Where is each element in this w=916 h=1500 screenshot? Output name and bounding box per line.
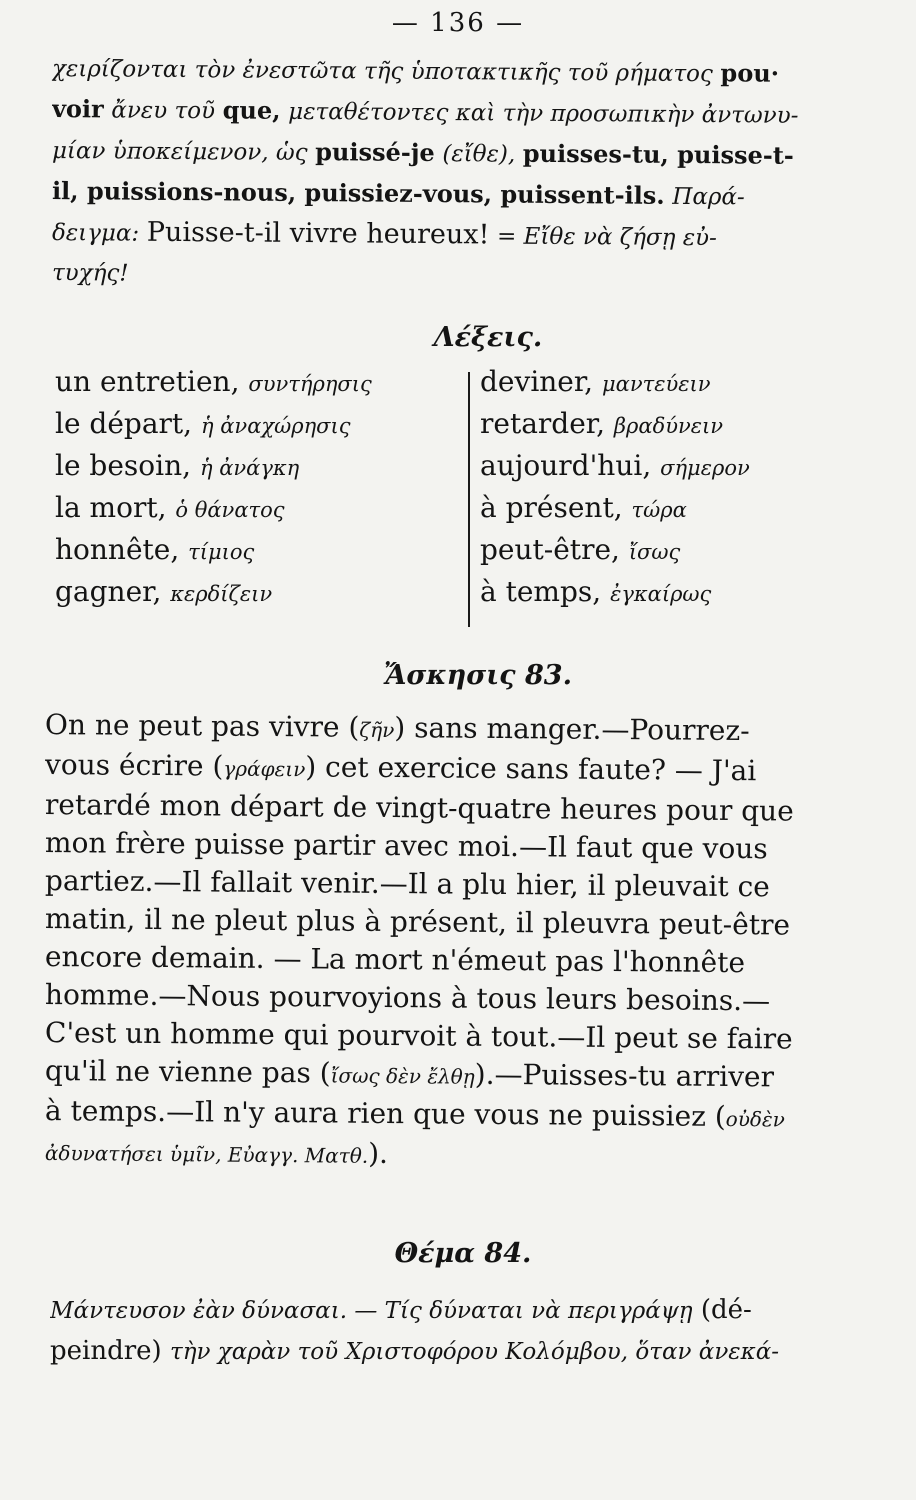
greek-text: δειγμα:	[51, 220, 140, 247]
vocab-entry: honnête, τίμιος	[55, 533, 255, 566]
vocab-entry: le besoin, ἡ ἀνάγκη	[55, 449, 300, 482]
vocabulary-column-right	[480, 362, 875, 614]
french-text: que,	[222, 95, 281, 125]
intro-paragraph	[52, 48, 872, 293]
page-number: — 136 —	[391, 8, 525, 38]
exercise-line: qu'il ne vienne pas (ἴσως δὲν ἔλθῃ).—Puisses-tu arriver	[44, 1054, 775, 1094]
vocab-entry: le départ, ἡ ἀναχώρησις	[55, 407, 351, 440]
theme-paragraph	[50, 1290, 875, 1372]
greek-text: = Εἴθε νὰ ζήσῃ εὐ-	[496, 223, 717, 252]
vocabulary-list	[55, 362, 875, 632]
greek-text: μεταθέτοντες καὶ τὴν προσωπικὴν ἀντωνυ-	[288, 98, 799, 129]
section-title-theme: Θέμα 84.	[394, 1238, 532, 1269]
vocab-entry: la mort, ὁ θάνατος	[55, 491, 285, 524]
exercise-line: ἀδυνατήσει ὑμῖν, Εὐαγγ. Ματθ.).	[44, 1136, 389, 1170]
section-title-exercise: Ἄσκησις 83.	[383, 660, 572, 691]
vocab-entry: peut-être, ἴσως	[480, 533, 681, 566]
vocab-entry: un entretien, συντήρησις	[55, 365, 372, 398]
greek-text: ἄνευ τοῦ	[111, 97, 216, 125]
french-text: Puisse-t-il vivre heureux!	[146, 216, 490, 251]
vocab-entry: à temps, ἐγκαίρως	[480, 575, 712, 608]
exercise-line: à temps.—Il n'y aura rien que vous ne puissiez (οὐδὲν	[44, 1094, 785, 1133]
vocab-entry: à présent, τώρα	[480, 491, 687, 524]
theme-line: Μάντευσον ἐὰν δύνασαι. — Τίς δύναται νὰ περιγράψῃ (dé-	[50, 1295, 752, 1325]
greek-text: (εἴθε),	[442, 141, 516, 168]
intro-line	[52, 171, 872, 218]
exercise-line: vous écrire (γράφειν) cet exercice sans faute? — J'ai	[44, 748, 757, 788]
exercise-line: On ne peut pas vivre (ζῆν) sans manger.—Pourrez-	[44, 708, 750, 748]
exercise-line: homme.—Nous pourvoyions à tous leurs besoins.—	[44, 978, 771, 1018]
theme-line: peindre) τὴν χαρὰν τοῦ Χριστοφόρου Κολόμβου, ὅταν ἀνεκά-	[50, 1336, 780, 1366]
intro-line	[52, 212, 872, 259]
column-divider	[468, 372, 470, 627]
french-text: il, puissions-nous, puissiez-vous, puissent-ils.	[51, 176, 665, 210]
french-text: pou·	[720, 58, 780, 88]
exercise-line: partiez.—Il fallait venir.—Il a plu hier, il pleuvait ce	[44, 864, 770, 904]
exercise-line: matin, il ne pleut plus à présent, il pleuvra peut-être	[44, 902, 791, 942]
vocab-entry: gagner, κερδίζειν	[55, 575, 273, 608]
french-text: puissé-je	[315, 137, 435, 168]
greek-text: μίαν ὑποκείμενον, ὡς	[51, 138, 308, 167]
french-text: puisses-tu, puisse-t-	[522, 138, 794, 170]
greek-text: Παρά-	[672, 183, 745, 211]
greek-text: τυχής!	[51, 260, 129, 287]
vocab-entry: deviner, μαντεύειν	[480, 365, 711, 398]
greek-text: χειρίζονται τὸν ἐνεστῶτα τῆς ὑποτακτικῆς τοῦ ρήματος	[51, 56, 713, 88]
vocabulary-column-left	[55, 362, 455, 614]
section-title-lexeis: Λέξεις.	[433, 322, 543, 353]
vocab-entry: aujourd'hui, σήμερον	[480, 449, 750, 482]
exercise-line: mon frère puisse partir avec moi.—Il faut que vous	[44, 826, 768, 866]
exercise-line: C'est un homme qui pourvoit à tout.—Il peut se faire	[44, 1016, 793, 1056]
intro-line	[52, 130, 872, 177]
exercise-paragraph	[45, 706, 875, 1172]
vocab-entry: retarder, βραδύνειν	[480, 407, 724, 440]
intro-line	[52, 89, 872, 136]
intro-line	[52, 48, 872, 95]
intro-line	[52, 253, 872, 299]
exercise-line: encore demain. — La mort n'émeut pas l'honnête	[44, 940, 746, 980]
exercise-line: retardé mon départ de vingt-quatre heures pour que	[44, 788, 794, 828]
french-text: voir	[51, 94, 104, 124]
